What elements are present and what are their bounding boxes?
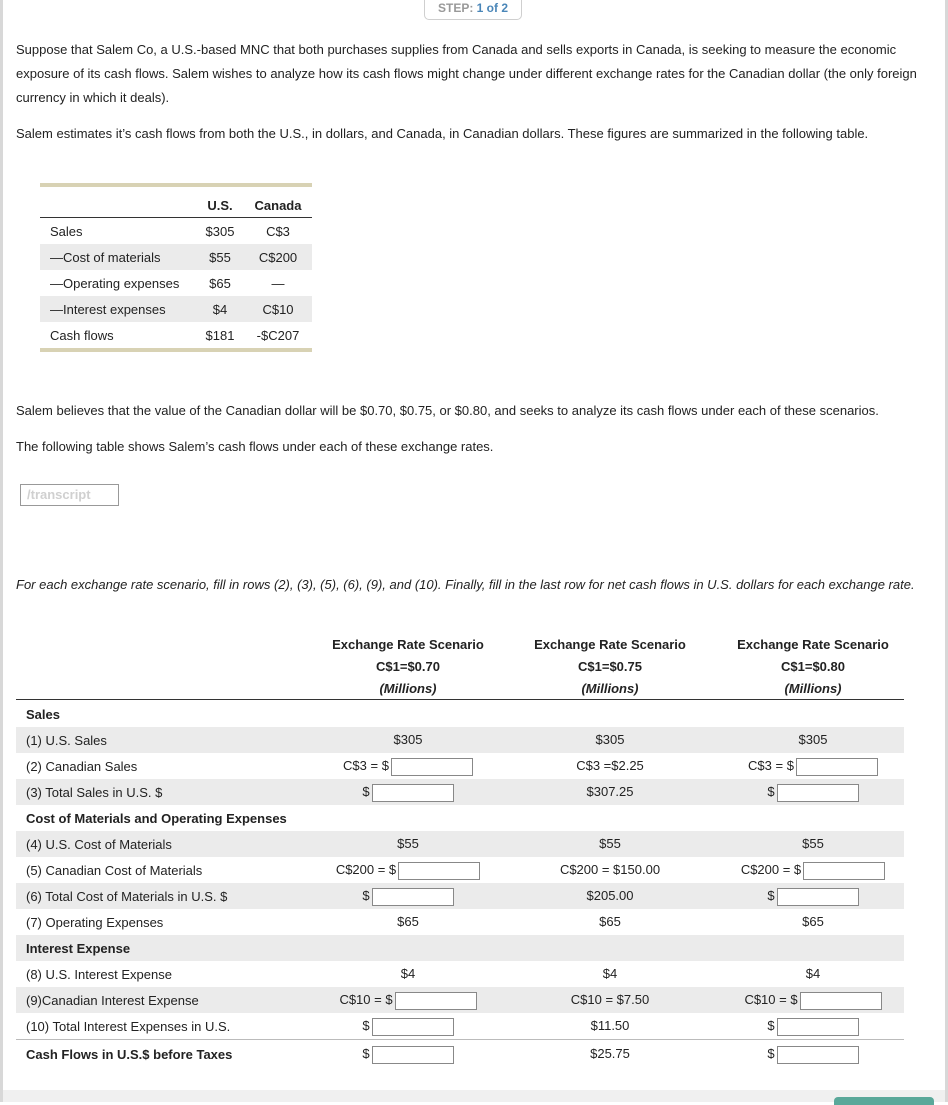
intro-paragraph: Suppose that Salem Co, a U.S.-based MNC that both purchases supplies from Canada and sells exports in Canada, is seeking to measure the economic exposure of its cash flows. Salem wishes to analyze how its cash flows might change under different exchange rates for the Canadian dollar (the only foreign currency in which it deals). (16, 42, 917, 105)
page-footer (3, 1090, 945, 1102)
input-prefix: $ (767, 1018, 775, 1033)
belief-paragraph: Salem believes that the value of the Canadian dollar will be $0.70, $0.75, or $0.80, and seeks to analyze its cash flows under each of these scenarios. (16, 403, 879, 418)
input-cell (713, 1041, 913, 1067)
table-row-canadian-interest (16, 987, 904, 1013)
table-row-canadian-cost (16, 857, 904, 883)
table-header-divider (16, 699, 904, 700)
us-value: $305 (205, 224, 235, 239)
input-prefix: $ (767, 784, 775, 799)
row-label: (10) Total Interest Expenses in U.S. (26, 1019, 231, 1034)
value-cell: $25.75 (590, 1046, 630, 1061)
scenario-units: (Millions) (784, 681, 842, 696)
estimates-paragraph: Salem estimates it’s cash flows from both the U.S., in dollars, and Canada, in Canadian dollars. These figures are summarized in the following table. (16, 126, 869, 141)
input-cell (713, 883, 913, 909)
row-label: —Operating expenses (50, 276, 180, 291)
table-row (40, 244, 312, 270)
cash-flows-input-3[interactable] (777, 1046, 859, 1064)
value-cell: $4 (602, 966, 618, 981)
value-cell: $305 (798, 732, 828, 747)
section-row-costs (16, 805, 904, 831)
value-cell: $305 (393, 732, 423, 747)
scenario-title: Exchange Rate Scenario (332, 637, 484, 652)
table-row (40, 270, 312, 296)
canadian-sales-input-1[interactable] (391, 758, 473, 776)
table-intro-paragraph: The following table shows Salem’s cash flows under each of these exchange rates. (16, 439, 494, 454)
input-cell (308, 1041, 508, 1067)
value-cell: $4 (805, 966, 821, 981)
input-prefix: C$3 = $ (748, 758, 794, 773)
input-cell (713, 987, 913, 1013)
section-label: Sales (26, 707, 60, 722)
value-cell: $55 (802, 836, 824, 851)
value-cell: $65 (802, 914, 824, 929)
table-row (40, 322, 312, 348)
scenario-title: Exchange Rate Scenario (737, 637, 889, 652)
submit-button[interactable] (834, 1097, 934, 1105)
total-interest-input-1[interactable] (372, 1018, 454, 1036)
scenario-header-2 (510, 634, 710, 700)
col-header-us: U.S. (207, 198, 233, 213)
row-label: (4) U.S. Cost of Materials (26, 837, 172, 852)
input-cell (308, 779, 508, 805)
row-label: —Cost of materials (50, 250, 161, 265)
row-label: (7) Operating Expenses (26, 915, 164, 930)
input-cell (713, 857, 913, 883)
row-label: (1) U.S. Sales (26, 733, 107, 748)
scenario-rate: C$1=$0.80 (781, 659, 845, 674)
table-header (40, 187, 312, 218)
scenario-header-3 (713, 634, 913, 700)
scenario-header-1 (308, 634, 508, 700)
transcript-button[interactable] (20, 484, 119, 506)
input-cell (308, 883, 508, 909)
value-cell: C$200 = $150.00 (559, 862, 661, 877)
step-count: 1 of 2 (476, 1, 508, 15)
value-cell: $205.00 (586, 888, 634, 903)
input-prefix: C$10 = $ (744, 992, 798, 1007)
row-label: (2) Canadian Sales (26, 759, 138, 774)
input-prefix: $ (767, 888, 775, 903)
canadian-interest-input-1[interactable] (395, 992, 477, 1010)
row-label: (5) Canadian Cost of Materials (26, 863, 203, 878)
canadian-cost-input-1[interactable] (398, 862, 480, 880)
cash-flow-summary-table (40, 183, 312, 352)
input-prefix: C$200 = $ (740, 862, 802, 877)
us-value: $181 (205, 328, 235, 343)
row-label: (3) Total Sales in U.S. $ (26, 785, 163, 800)
scenario-units: (Millions) (581, 681, 639, 696)
table-row-total-sales (16, 779, 904, 805)
row-label: (6) Total Cost of Materials in U.S. $ (26, 889, 228, 904)
input-cell (713, 779, 913, 805)
table-row-operating-expenses (16, 909, 904, 935)
value-cell: $11.50 (590, 1018, 630, 1033)
input-prefix: $ (362, 784, 370, 799)
input-prefix: $ (362, 888, 370, 903)
row-label: Cash flows (50, 328, 114, 343)
input-cell (713, 753, 913, 779)
section-label: Interest Expense (26, 941, 131, 956)
us-value: $55 (209, 250, 231, 265)
value-cell: C$3 =$2.25 (576, 758, 644, 773)
canadian-interest-input-3[interactable] (800, 992, 882, 1010)
input-prefix: $ (362, 1018, 370, 1033)
step-indicator (424, 0, 522, 20)
row-label: Cash Flows in U.S.$ before Taxes (26, 1047, 233, 1062)
cash-flows-input-1[interactable] (372, 1046, 454, 1064)
value-cell: $4 (400, 966, 416, 981)
total-sales-input-3[interactable] (777, 784, 859, 802)
total-sales-input-1[interactable] (372, 784, 454, 802)
value-cell: $307.25 (586, 784, 634, 799)
input-prefix: C$3 = $ (343, 758, 389, 773)
instructions-paragraph: For each exchange rate scenario, fill in rows (2), (3), (5), (6), (9), and (10). Finally, fill in the last row for net cash flows in U.S. dollars for each exchange rate. (16, 577, 915, 592)
value-cell: $305 (595, 732, 625, 747)
table-row-us-cost (16, 831, 904, 857)
table-row (40, 296, 312, 322)
scenario-units: (Millions) (379, 681, 437, 696)
table-row (40, 218, 312, 244)
section-label: Cost of Materials and Operating Expenses (26, 811, 287, 826)
value-cell: $55 (397, 836, 419, 851)
table-row-cash-flows (16, 1041, 904, 1067)
canada-value: C$3 (266, 224, 290, 239)
input-prefix: $ (767, 1046, 775, 1061)
table-footer-divider (16, 1039, 904, 1040)
step-label: STEP: (437, 1, 477, 15)
input-cell (713, 1013, 913, 1039)
value-cell: $65 (397, 914, 419, 929)
table-row-canadian-sales (16, 753, 904, 779)
canada-value: C$200 (258, 250, 298, 265)
input-cell (308, 1013, 508, 1039)
canadian-cost-input-3[interactable] (803, 862, 885, 880)
input-cell (308, 753, 508, 779)
canada-value: -$C207 (256, 328, 300, 343)
input-cell (308, 857, 508, 883)
canada-value: — (271, 276, 285, 291)
total-cost-input-1[interactable] (372, 888, 454, 906)
page-frame-left (0, 0, 3, 1102)
col-header-canada: Canada (254, 198, 302, 213)
row-label: Sales (50, 224, 83, 239)
value-cell: C$10 = $7.50 (570, 992, 650, 1007)
transcript-label: /transcript (27, 487, 91, 502)
scenario-rate: C$1=$0.70 (376, 659, 440, 674)
value-cell: $65 (599, 914, 621, 929)
section-row-interest (16, 935, 904, 961)
input-prefix: C$10 = $ (339, 992, 393, 1007)
row-label: (9)Canadian Interest Expense (26, 993, 199, 1008)
scenario-title: Exchange Rate Scenario (534, 637, 686, 652)
input-cell (308, 987, 508, 1013)
scenario-rate: C$1=$0.75 (578, 659, 642, 674)
us-value: $65 (209, 276, 231, 291)
row-label: —Interest expenses (50, 302, 166, 317)
table-row-us-interest (16, 961, 904, 987)
row-label: (8) U.S. Interest Expense (26, 967, 172, 982)
value-cell: $55 (599, 836, 621, 851)
total-cost-input-3[interactable] (777, 888, 859, 906)
table-row-total-interest (16, 1013, 904, 1039)
input-prefix: C$200 = $ (335, 862, 397, 877)
canada-value: C$10 (262, 302, 294, 317)
total-interest-input-3[interactable] (777, 1018, 859, 1036)
section-row-sales (16, 701, 904, 727)
input-prefix: $ (362, 1046, 370, 1061)
canadian-sales-input-3[interactable] (796, 758, 878, 776)
us-value: $4 (212, 302, 228, 317)
table-row-us-sales (16, 727, 904, 753)
table-row-total-cost (16, 883, 904, 909)
